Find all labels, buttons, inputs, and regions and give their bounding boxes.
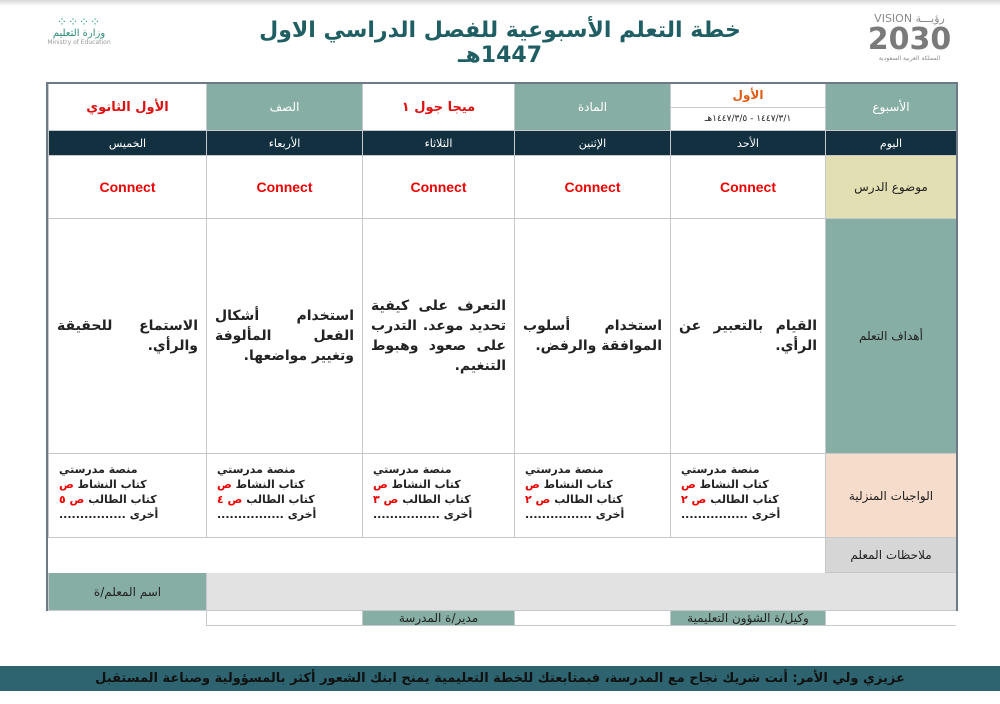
day-thursday: الخميس bbox=[48, 131, 206, 156]
principal-label: مدير/ة المدرسة bbox=[362, 611, 514, 626]
objective-cell: التعرف على كيفية تحديد موعد. التدرب على صعود وهبوط التنغيم. bbox=[362, 219, 514, 454]
objective-cell: استخدام أشكال الفعل المألوفة وتغيير مواضعها. bbox=[206, 219, 362, 454]
homework-cell: منصة مدرستي كتاب النشاط ص كتاب الطالب ص ٢ أخرى ................ bbox=[514, 454, 670, 538]
week-value: الأول bbox=[671, 84, 825, 108]
day-tuesday: الثلاثاء bbox=[362, 131, 514, 156]
homework-label: الواجبات المنزلية bbox=[825, 454, 956, 538]
homework-cell: منصة مدرستي كتاب النشاط ص كتاب الطالب ص ٢ أخرى ................ bbox=[670, 454, 825, 538]
teacher-label: اسم المعلم/ة bbox=[48, 573, 206, 611]
subject-label: المادة bbox=[514, 84, 670, 131]
teacher-name-cell bbox=[825, 611, 956, 626]
objectives-label: أهداف التعلم bbox=[825, 219, 956, 454]
homework-cell: منصة مدرستي كتاب النشاط ص كتاب الطالب ص ٤ أخرى ................ bbox=[206, 454, 362, 538]
notes-cell bbox=[206, 573, 956, 611]
page-title: خطة التعلم الأسبوعية للفصل الدراسي الاول 1447هـ bbox=[259, 18, 741, 68]
class-label: الصف bbox=[206, 84, 362, 131]
principal-name-cell bbox=[206, 611, 362, 626]
objective-cell: القيام بالتعبير عن الرأي. bbox=[670, 219, 825, 454]
deputy-label: وكيل/ة الشؤون التعليمية bbox=[670, 611, 825, 626]
footer-banner: عزيزي ولي الأمر: أنت شريك نجاح مع المدرسة، فبمتابعتك للخطة التعليمية يمنح ابنك الشعور أكثر بالمسؤولية وصناعة المستقبل bbox=[0, 666, 1000, 691]
subject-value: ميجا جول ١ bbox=[362, 84, 514, 131]
top-shadow bbox=[0, 0, 1000, 6]
week-cell bbox=[670, 84, 825, 131]
day-sunday: الأحد bbox=[670, 131, 825, 156]
week-dates: ١٤٤٧/٣/١ - ١٤٤٧/٣/٥هـ bbox=[704, 113, 792, 124]
deputy-name-cell bbox=[514, 611, 670, 626]
homework-cell: منصة مدرستي كتاب النشاط ص كتاب الطالب ص ٥ أخرى ................ bbox=[48, 454, 206, 538]
topic-label: موضوع الدرس bbox=[825, 156, 956, 219]
day-wednesday: الأربعاء bbox=[206, 131, 362, 156]
week-label: الأسبوع bbox=[825, 84, 956, 131]
day-label: اليوم bbox=[825, 131, 956, 156]
objective-cell: الاستماع للحقيقة والرأي. bbox=[48, 219, 206, 454]
plan-table bbox=[46, 82, 958, 625]
notes-label: ملاحظات المعلم bbox=[825, 538, 956, 573]
topic-cell: Connect bbox=[670, 156, 825, 219]
ministry-logo: ⁘⁘⁘⁘ وزارة التعليم Ministry of Education bbox=[47, 15, 111, 46]
homework-cell: منصة مدرستي كتاب النشاط ص كتاب الطالب ص ٣ أخرى ................ bbox=[362, 454, 514, 538]
topic-cell: Connect bbox=[206, 156, 362, 219]
topic-cell: Connect bbox=[514, 156, 670, 219]
topic-cell: Connect bbox=[48, 156, 206, 219]
objective-cell: استخدام أسلوب الموافقة والرفض. bbox=[514, 219, 670, 454]
vision-2030-logo: VISION رؤيـــة 2030 المملكة العربية السعودية bbox=[867, 12, 952, 62]
day-monday: الإثنين bbox=[514, 131, 670, 156]
class-value: الأول الثانوي bbox=[48, 84, 206, 131]
topic-cell: Connect bbox=[362, 156, 514, 219]
